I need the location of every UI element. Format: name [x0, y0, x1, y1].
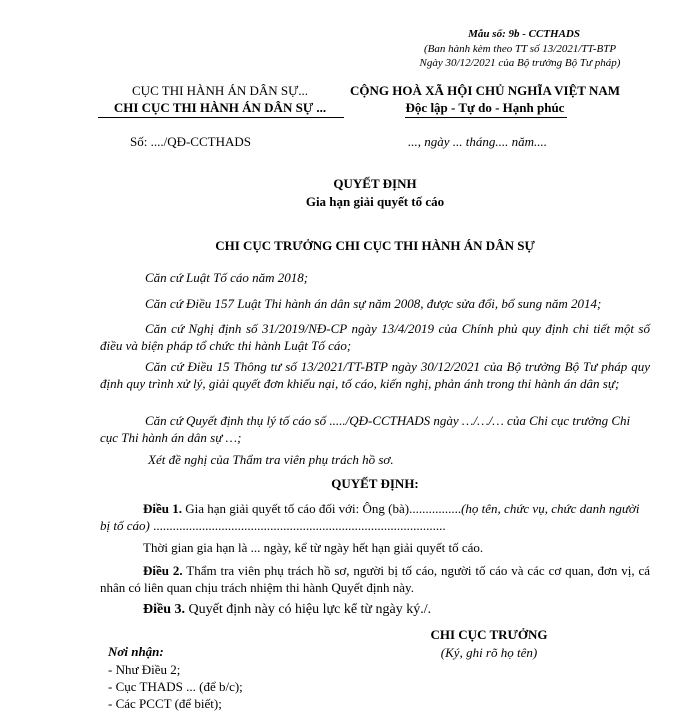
article-1	[100, 500, 650, 534]
country-name: CỘNG HOÀ XÃ HỘI CHỦ NGHĨA VIỆT NAM	[349, 83, 621, 98]
article-2	[100, 562, 650, 596]
national-motto: Độc lập - Tự do - Hạnh phúc	[405, 100, 565, 115]
agency-underline	[98, 117, 344, 118]
agency-header	[95, 82, 345, 116]
form-code: Mẫu số: 9b - CCTHADS	[468, 28, 580, 40]
document-number: Số: ..../QĐ-CCTHADS	[130, 134, 251, 149]
recipient-item: - Như Điều 2;	[108, 662, 181, 677]
basis-law-denunciation: Căn cứ Luật Tố cáo năm 2018;	[145, 270, 309, 285]
basis-circular: Căn cứ Điều 15 Thông tư số 13/2021/TT-BTP ngày 30/12/2021 của Bộ trưởng Bộ Tư pháp quy định quy trình xử lý, giải quyết đơn khiếu nại, tố cáo, kiến nghị, phản ánh trong thi hành án dân sự;	[100, 359, 650, 391]
basis-proposal: Xét đề nghị của Thẩm tra viên phụ trách hồ sơ.	[148, 452, 394, 467]
basis-law-civil-judgment: Căn cứ Điều 157 Luật Thi hành án dân sự năm 2008, được sửa đổi, bổ sung năm 2014;	[145, 296, 602, 311]
issuing-agency: CHI CỤC THI HÀNH ÁN DÂN SỰ ...	[113, 100, 327, 115]
basis-decree: Căn cứ Nghị định số 31/2019/NĐ-CP ngày 13/4/2019 của Chính phủ quy định chi tiết một số điều và biện pháp tổ chức thi hành Luật Tố cáo;	[100, 321, 650, 353]
motto-underline	[405, 117, 567, 118]
national-header	[340, 82, 630, 116]
article-3	[143, 602, 431, 618]
recipient-item: - Các PCCT (để biết);	[108, 696, 222, 711]
place-date: ..., ngày ... tháng.... năm....	[408, 134, 548, 149]
article-2-text: Thẩm tra viên phụ trách hồ sơ, người bị tố cáo, người tố cáo và các cơ quan, đơn vị, cá nhân có liên quan chịu trách nhiệm thi hành Quyết định này.	[100, 563, 650, 595]
article-3-label: Điều 3.	[143, 602, 185, 617]
article-3-text: Quyết định này có hiệu lực kể từ ngày ký./.	[185, 602, 432, 617]
signer-note: (Ký, ghi rõ họ tên)	[440, 645, 538, 660]
form-note	[400, 42, 640, 70]
recipients-heading: Nơi nhận:	[108, 644, 164, 659]
form-note-line: (Ban hành kèm theo TT số 13/2021/TT-BTP	[423, 43, 617, 55]
form-note-line: Ngày 30/12/2021 của Bộ trưởng Bộ Tư pháp)	[419, 57, 621, 69]
issuing-authority: CHI CỤC TRƯỞNG CHI CỤC THI HÀNH ÁN DÂN SỰ	[215, 238, 535, 253]
document-title: QUYẾT ĐỊNH	[333, 176, 417, 191]
signer-title: CHI CỤC TRƯỞNG	[430, 627, 548, 642]
article-2-label: Điều 2.	[143, 563, 183, 578]
article-1-note: (họ tên, chức vụ, chức danh người bị tố cáo)	[100, 501, 640, 533]
document-subtitle: Gia hạn giải quyết tố cáo	[305, 194, 445, 209]
article-1-text: Gia hạn giải quyết tố cáo đối với: Ông (bà)................	[182, 501, 462, 516]
recipients-list	[108, 661, 243, 712]
article-1-label: Điều 1.	[143, 501, 182, 516]
decision-heading: QUYẾT ĐỊNH:	[331, 476, 419, 491]
basis-acceptance-decision: Căn cứ Quyết định thụ lý tố cáo số ...../QĐ-CCTHADS ngày …/…/… của Chi cục trưởng Chi cục Thi hành án dân sự …;	[100, 413, 631, 445]
recipient-item: - Cục THADS ... (để b/c);	[108, 679, 243, 694]
parent-agency: CỤC THI HÀNH ÁN DÂN SỰ...	[132, 83, 308, 98]
article-1-dots: ..........................................................................................	[149, 518, 446, 533]
extension-period: Thời gian gia hạn là ... ngày, kể từ ngày hết hạn giải quyết tố cáo.	[143, 540, 484, 555]
